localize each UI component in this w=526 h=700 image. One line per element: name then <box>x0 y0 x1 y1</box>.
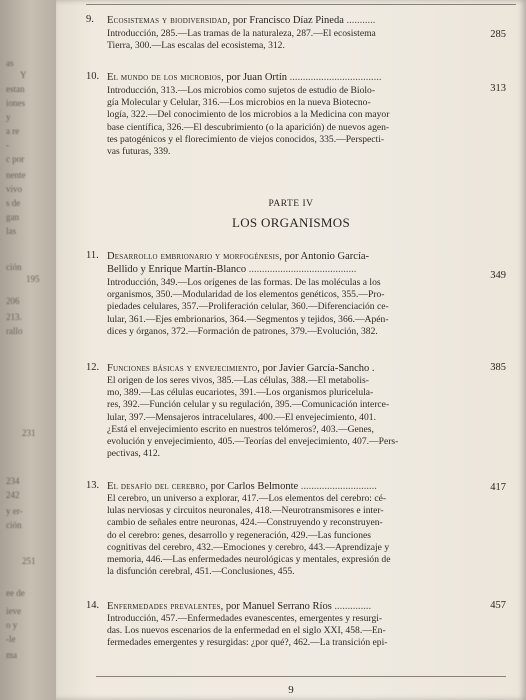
contents-line: lular, 397.—Mensajeros intracelulares, 400.—El envejecimiento, 401. <box>107 411 376 423</box>
toc-entry <box>86 362 506 464</box>
chapter-contents <box>107 493 460 578</box>
chapter-title: El mundo de los microbios <box>107 72 222 83</box>
margin-fragment: o y <box>6 620 18 630</box>
toc-entry <box>86 14 506 60</box>
chapter-heading <box>107 71 460 84</box>
contents-line: evolución y envejecimiento, 405.—Teorías del envejecimiento, 407.—Pers- <box>107 436 399 448</box>
toc-entry <box>86 250 506 346</box>
chapter-author: , por Juan Ortín <box>221 72 288 83</box>
margin-fragment: ieve <box>6 606 21 616</box>
leader-dots: ................................... <box>287 72 382 83</box>
chapter-number: 11. <box>86 250 99 261</box>
chapter-author: , por Carlos Belmonte <box>205 481 299 492</box>
contents-line: Introducción, 457.—Enfermedades evanescentes, emergentes y resurgi- <box>107 613 383 624</box>
chapter-author: , por Francisco Díaz Pineda <box>227 15 344 26</box>
contents-line: das. Los nuevos escenarios de la enfermedad en el siglo XXI, 458.—En- <box>107 625 386 637</box>
toc-entry <box>86 480 506 582</box>
contents-line: lular, 361.—Ejes embrionarios, 364.—Segmentos y tejidos, 366.—Apén- <box>107 313 389 325</box>
margin-fragment: iones <box>6 98 25 108</box>
book-page <box>56 0 526 700</box>
margin-fragment: as <box>6 58 14 68</box>
margin-fragment: 242 <box>6 490 20 500</box>
chapter-contents <box>107 28 460 52</box>
contents-line: organismos, 350.—Modularidad de los elementos genéticos, 355.—Pro- <box>107 289 385 301</box>
chapter-title: El desafío del cerebro <box>107 481 206 492</box>
contents-line: res, 392.—Función celular y su regulación, 395.—Comunicación interce- <box>107 399 390 411</box>
previous-page-edge <box>0 0 56 700</box>
chapter-heading <box>107 600 460 613</box>
margin-fragment: s de <box>6 198 21 208</box>
page-number: 313 <box>490 83 506 94</box>
margin-fragment: c por <box>6 154 25 164</box>
chapter-title: Ecosistemas y biodiversidad <box>107 15 228 26</box>
part-label: PARTE IV <box>268 199 314 209</box>
chapter-number: 12. <box>86 362 100 373</box>
margin-fragment: 206 <box>6 296 20 306</box>
margin-fragment: y <box>6 112 11 122</box>
contents-line: vas futuras, 339. <box>107 146 171 158</box>
bottom-rule <box>96 676 506 677</box>
margin-fragment: vivo <box>6 184 23 194</box>
page-number: 285 <box>490 29 506 40</box>
page-number: 385 <box>490 362 506 373</box>
leader-dots: ............................. <box>298 481 377 492</box>
chapter-author-cont: Bellido y Enrique Martín-Blanco <box>107 264 247 275</box>
contents-line: logía, 322.—Del conocimiento de los microbios a la Medicina con mayor <box>107 109 390 121</box>
contents-line: cambio de señales entre neuronas, 424.—Construyendo y reconstruyen- <box>107 517 383 529</box>
chapter-author: , por Javier García-Sancho . <box>257 363 375 374</box>
contents-line: fermedades emergentes y resurgidas: ¿por qué?, 462.—La transición epi- <box>107 637 388 649</box>
margin-fragment: -le <box>6 634 16 644</box>
chapter-number: 13. <box>86 480 100 491</box>
page-number: 457 <box>490 600 506 611</box>
margin-fragment: ción <box>6 262 22 272</box>
page-number: 349 <box>490 270 506 281</box>
contents-line: memoria, 446.—Las enfermedades neurológicas y mentales, expresión de <box>107 554 391 566</box>
toc-entry <box>86 600 506 660</box>
chapter-heading <box>107 14 460 27</box>
folio-page-number: 9 <box>288 684 294 696</box>
part-title: LOS ORGANISMOS <box>232 215 350 230</box>
margin-fragment: las <box>6 226 16 236</box>
chapter-number: 14. <box>86 600 100 611</box>
contents-line: El origen de los seres vivos, 385.—Las células, 388.—El metabolis- <box>107 375 369 386</box>
chapter-contents <box>107 613 460 650</box>
margin-fragment: 231 <box>22 428 36 438</box>
contents-line: piedades celulares, 357.—Proliferación celular, 360.—Diferenciación ce- <box>107 301 389 313</box>
contents-line: gía Molecular y Celular, 316.—Los microbios en la nueva Biotecno- <box>107 97 371 109</box>
margin-fragment: rallo <box>6 326 23 336</box>
margin-fragment: ma <box>6 650 17 660</box>
margin-fragment: a re <box>6 126 20 136</box>
margin-fragment: 234 <box>6 476 20 486</box>
contents-line: ¿Está el envejecimiento escrito en nuestros telómeros?, 403.—Genes, <box>107 423 374 435</box>
contents-line: Introducción, 285.—Las tramas de la naturaleza, 287.—El ecosistema <box>107 28 376 39</box>
chapter-title: Enfermedades prevalentes <box>107 601 221 612</box>
contents-line: lulas nerviosas y circuitos neuronales, 418.—Neurotransmisores e inter- <box>107 505 384 517</box>
chapter-number: 10. <box>86 71 100 82</box>
chapter-heading <box>107 480 460 493</box>
leader-dots: ......................................... <box>246 264 357 275</box>
top-rule <box>86 4 516 5</box>
contents-line: dices y órganos, 372.—Formación de patrones, 379.—Evolución, 382. <box>107 325 378 337</box>
contents-line: Introducción, 349.—Los orígenes de las formas. De las moléculas a los <box>107 277 381 288</box>
margin-fragment: ción <box>6 520 22 530</box>
chapter-title: Desarrollo embrionario y morfogénesis <box>107 251 280 262</box>
margin-fragment: estan <box>6 84 25 94</box>
margin-fragment: Y <box>20 70 27 80</box>
chapter-number: 9. <box>86 14 94 25</box>
page-number: 417 <box>490 482 506 493</box>
contents-line: do el cerebro: genes, desarrollo y regeneración, 429.—Las funciones <box>107 529 371 541</box>
margin-fragment: 213. <box>6 312 22 322</box>
margin-fragment: 251 <box>22 556 36 566</box>
chapter-title: Funciones básicas y envejecimiento <box>107 363 258 374</box>
contents-line: El cerebro, un universo a explorar, 417.—Los elementos del cerebro: cé- <box>107 493 387 504</box>
contents-line: Tierra, 300.—Las escalas del ecosistema, 312. <box>107 40 285 52</box>
chapter-heading <box>107 362 460 375</box>
leader-dots: .............. <box>331 601 372 612</box>
contents-line: la disfunción cerebral, 451.—Conclusiones, 455. <box>107 566 295 578</box>
chapter-author: , por Antonio García- <box>279 251 370 262</box>
chapter-author: , por Manuel Serrano Ríos <box>220 601 332 612</box>
contents-line: cognitivas del cerebro, 432.—Emociones y cerebro, 443.—Aprendizaje y <box>107 541 390 553</box>
margin-fragment: nente <box>6 170 26 180</box>
contents-line: mo, 389.—Las células eucariotes, 391.—Los organismos pluricelula- <box>107 387 374 399</box>
margin-fragment: gan <box>6 212 19 222</box>
margin-fragment: - <box>6 140 9 150</box>
contents-line: Introducción, 313.—Los microbios como sujetos de estudio de Biolo- <box>107 85 376 96</box>
margin-fragment: 195 <box>26 274 40 284</box>
chapter-contents <box>107 277 460 338</box>
contents-line: tes patogénicos y el florecimiento de viejos conocidos, 335.—Perspecti- <box>107 133 385 145</box>
contents-line: pectivas, 412. <box>107 448 161 460</box>
margin-fragment: y er- <box>6 506 23 516</box>
margin-fragment: ee de <box>6 588 25 598</box>
chapter-contents <box>107 375 460 460</box>
chapter-heading <box>107 250 460 276</box>
chapter-contents <box>107 85 460 158</box>
leader-dots: ........... <box>343 15 376 26</box>
toc-entry <box>86 71 506 171</box>
contents-line: base científica, 326.—El descubrimiento (o la aparición) de nuevos agen- <box>107 121 390 133</box>
